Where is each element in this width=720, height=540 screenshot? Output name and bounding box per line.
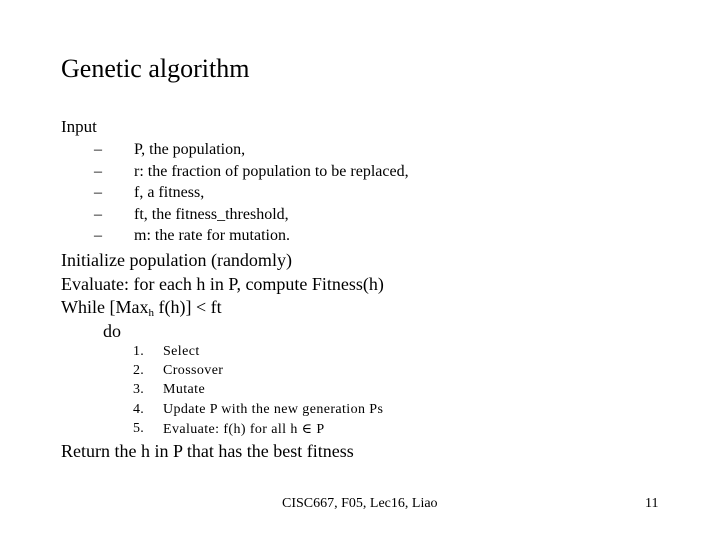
evaluate-line: Evaluate: for each h in P, compute Fitness(h) xyxy=(61,274,384,294)
while-prefix: While [Max xyxy=(61,297,149,317)
step-number: 1. xyxy=(133,344,145,359)
input-item: P, the population, xyxy=(134,141,246,158)
init-line: Initialize population (randomly) xyxy=(61,250,292,270)
step-item: Select xyxy=(163,344,200,359)
step-item: Crossover xyxy=(163,363,224,378)
page-number: 11 xyxy=(645,496,659,511)
while-suffix: f(h)] < ft xyxy=(153,297,222,317)
step-number: 5. xyxy=(133,421,145,436)
dash-bullet: – xyxy=(94,184,102,201)
step-number: 2. xyxy=(133,363,145,378)
dash-bullet: – xyxy=(94,206,102,223)
return-line: Return the h in P that has the best fitness xyxy=(61,441,354,461)
input-label: Input xyxy=(61,117,97,136)
step-number: 3. xyxy=(133,382,145,397)
input-item: ft, the fitness_threshold, xyxy=(134,206,289,223)
slide-footer: CISC667, F05, Lec16, Liao xyxy=(282,496,438,511)
slide-title: Genetic algorithm xyxy=(61,54,250,83)
do-label: do xyxy=(103,321,121,341)
step-item: Evaluate: f(h) for all h ∈ P xyxy=(163,422,325,437)
input-item: f, a fitness, xyxy=(134,184,205,201)
while-line xyxy=(61,297,222,319)
dash-bullet: – xyxy=(94,227,102,244)
dash-bullet: – xyxy=(94,141,102,158)
step-item: Mutate xyxy=(163,382,206,397)
input-item: r: the fraction of population to be replaced, xyxy=(134,163,409,180)
while-subscript: h xyxy=(148,307,154,319)
input-item: m: the rate for mutation. xyxy=(134,227,290,244)
dash-bullet: – xyxy=(94,163,102,180)
step-number: 4. xyxy=(133,402,145,417)
step-item: Update P with the new generation Ps xyxy=(163,402,384,417)
